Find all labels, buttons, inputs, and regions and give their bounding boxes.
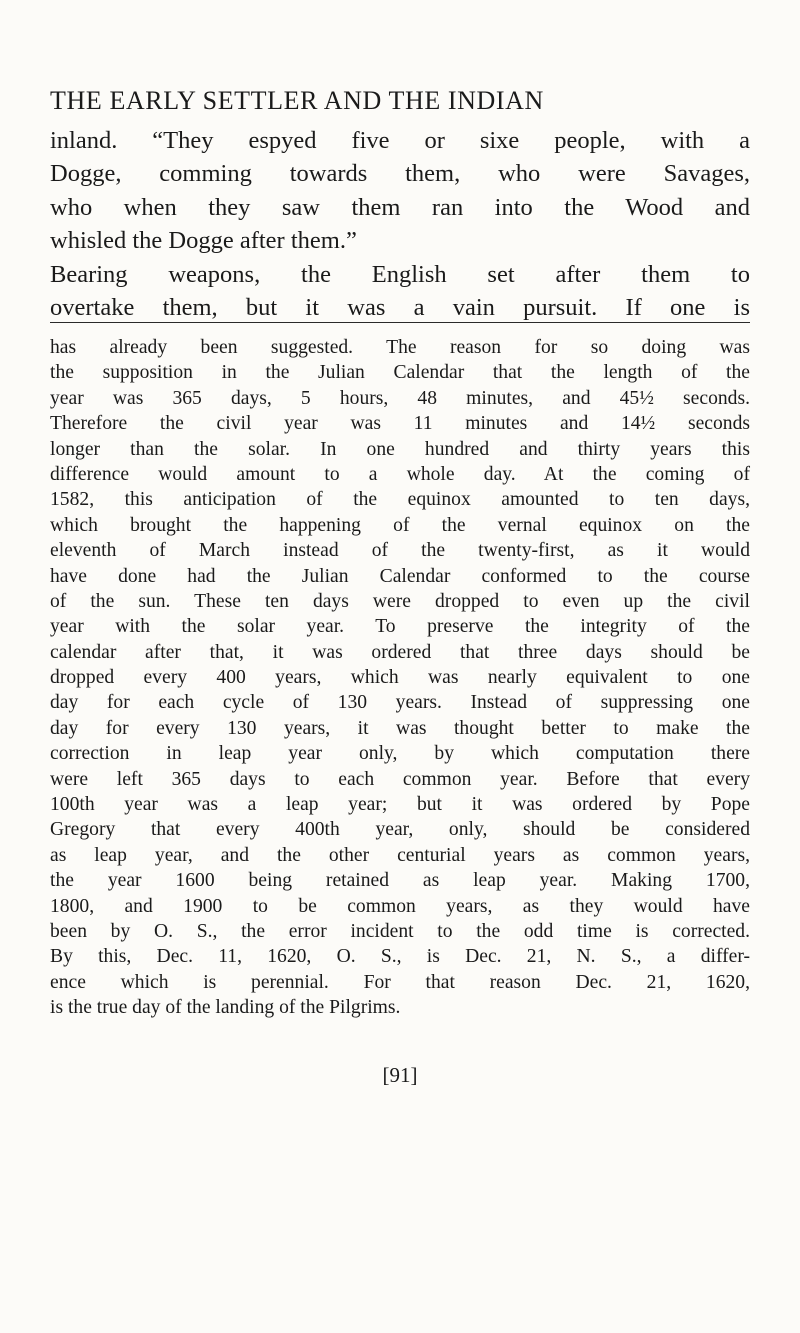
footnote-line: difference would amount to a whole day. At the coming of [50,463,750,485]
footnote-line: were left 365 days to each common year. Before that every [50,768,750,790]
footnote-line: 100th year was a leap year; but it was ordered by Pope [50,794,750,816]
main-text-line: inland. “They espyed five or sixe people, with a [50,127,750,154]
page-number: [91] [382,1063,418,1087]
main-text-line: whisled the Dogge after them.” [50,227,357,255]
footnote-line: been by O. S., the error incident to the odd time is corrected. [50,920,750,942]
footnote-line: the supposition in the Julian Calendar that the length of the [50,362,750,384]
footnote-line: have done had the Julian Calendar conformed to the course [50,565,750,587]
footnote-line: 1582, this anticipation of the equinox amounted to ten days, [50,489,750,511]
footnote-line: as leap year, and the other centurial years as common years, [50,844,750,866]
main-text-line: Bearing weapons, the English set after them to [50,260,750,288]
main-text-line: Dogge, comming towards them, who were Savages, [50,160,750,188]
footnote-line: day for every 130 years, it was thought better to make the [50,717,750,739]
footnote-line: ence which is perennial. For that reason Dec. 21, 1620, [50,971,750,993]
footnote-line: longer than the solar. In one hundred and thirty years this [50,438,750,460]
footnote-line: has already been suggested. The reason for so doing was [50,337,750,358]
footnote-line: Therefore the civil year was 11 minutes and 14½ seconds [50,413,750,435]
main-text [50,124,750,324]
footnote-divider [50,322,750,323]
main-text-line: overtake them, but it was a vain pursuit. If one is [50,293,750,321]
footnote-line: is the true day of the landing of the Pilgrims. [50,997,401,1019]
footnote-line: day for each cycle of 130 years. Instead of suppressing one [50,692,750,714]
footnote [50,335,750,1021]
footnote-line: 1800, and 1900 to be common years, as they would have [50,895,750,917]
footnote-line: By this, Dec. 11, 1620, O. S., is Dec. 21, N. S., a differ- [50,946,750,968]
footnote-line: calendar after that, it was ordered that three days should be [50,641,750,663]
footnote-line: eleventh of March instead of the twenty-first, as it would [50,540,750,562]
footnote-line: Gregory that every 400th year, only, should be considered [50,819,750,841]
footnote-line: of the sun. These ten days were dropped to even up the civil [50,590,750,612]
running-head: THE EARLY SETTLER AND THE INDIAN [50,86,544,115]
footnote-line: dropped every 400 years, which was nearly equivalent to one [50,667,750,689]
footnote-line: correction in leap year only, by which computation there [50,743,750,765]
footnote-line: year was 365 days, 5 hours, 48 minutes, and 45½ seconds. [50,387,750,409]
footnote-line: year with the solar year. To preserve the integrity of the [50,616,750,638]
footnote-line: which brought the happening of the vernal equinox on the [50,514,750,536]
main-text-line: who when they saw them ran into the Wood and [50,193,750,221]
footnote-line: the year 1600 being retained as leap year. Making 1700, [50,870,750,892]
